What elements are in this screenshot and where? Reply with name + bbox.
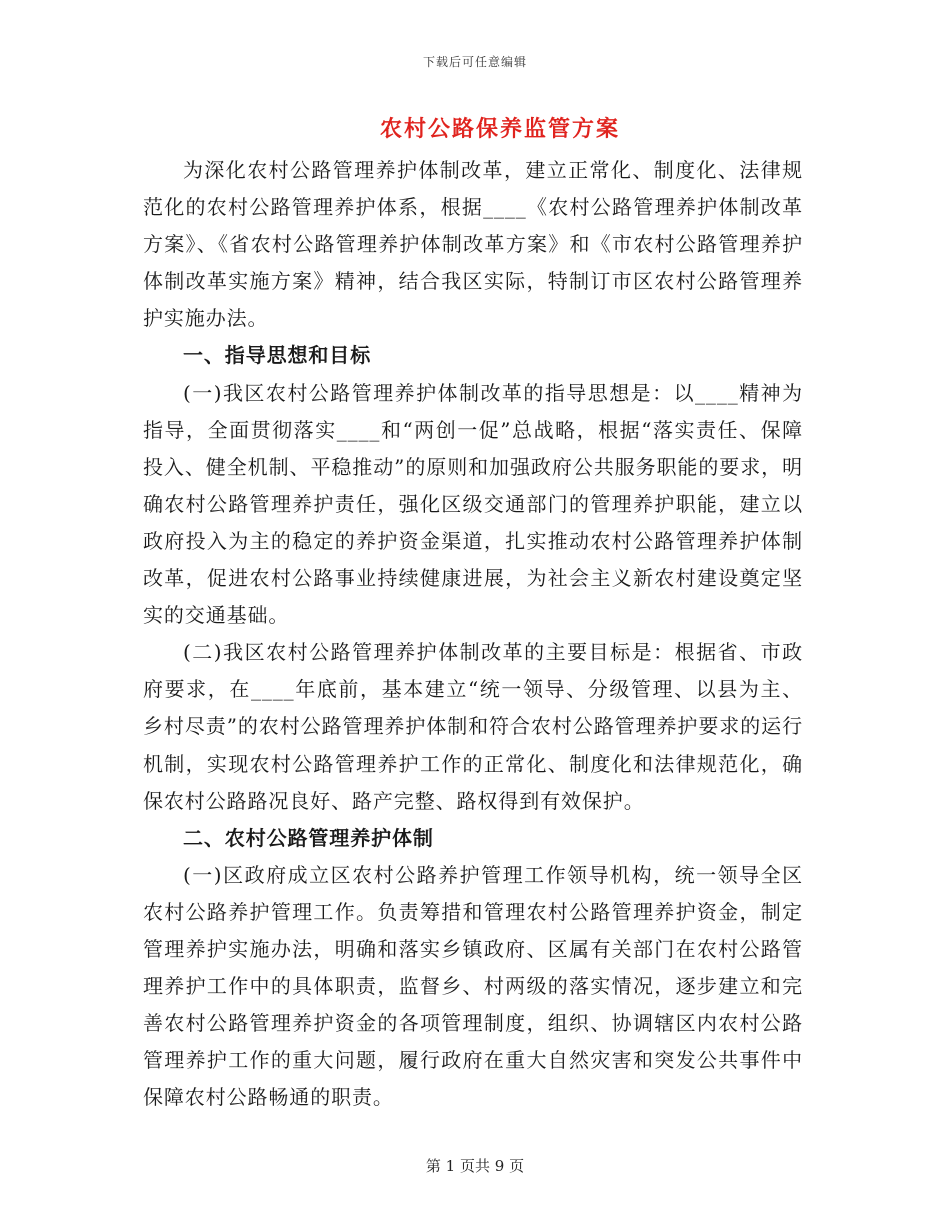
section-1-paragraph-1: (一)我区农村公路管理养护体制改革的指导思想是：以____精神为指导，全面贯彻落实____和“两创一促”总战略，根据“落实责任、保障投入、健全机制、平稳推动”的原则和加强政府公共服务职能的要求，明确农村公路管理养护责任，强化区级交通部门的管理养护职能，建立以政府投入为主的稳定的养护资金渠道，扎实推动农村公路管理养护体制改革，促进农村公路事业持续健康进展，为社会主义新农村建设奠定坚实的交通基础。: [143, 380, 803, 628]
page-number-footer: 第 1 页共 9 页: [425, 1157, 525, 1175]
section-heading-2: 二、农村公路管理养护体制: [183, 825, 434, 850]
document-body: [143, 152, 803, 1116]
intro-paragraph: 为深化农村公路管理养护体制改革，建立正常化、制度化、法律规范化的农村公路管理养护体系，根据____《农村公路管理养护体制改革方案》、《省农村公路管理养护体制改革方案》和《市农村公路管理养护体制改革实施方案》精神，结合我区实际，特制订市区农村公路管理养护实施办法。: [143, 158, 803, 331]
header-note: 下载后可任意编辑: [422, 55, 527, 69]
section-2-paragraph-1: (一)区政府成立区农村公路养护管理工作领导机构，统一领导全区农村公路养护管理工作。负责筹措和管理农村公路管理养护资金，制定管理养护实施办法，明确和落实乡镇政府、区属有关部门在农村公路管理养护工作中的具体职责，监督乡、村两级的落实情况，逐步建立和完善农村公路管理养护资金的各项管理制度，组织、协调辖区内农村公路管理养护工作的重大问题，履行政府在重大自然灾害和突发公共事件中保障农村公路畅通的职责。: [143, 862, 803, 1110]
section-heading-1: 一、指导思想和目标: [183, 343, 372, 368]
section-1-paragraph-2: (二)我区农村公路管理养护体制改革的主要目标是：根据省、市政府要求，在____年底前，基本建立“统一领导、分级管理、以县为主、乡村尽责”的农村公路管理养护体制和符合农村公路管理养护要求的运行机制，实现农村公路管理养护工作的正常化、制度化和法律规范化，确保农村公路路况良好、路产完整、路权得到有效保护。: [143, 640, 803, 813]
document-title: 农村公路保养监管方案: [379, 117, 620, 142]
